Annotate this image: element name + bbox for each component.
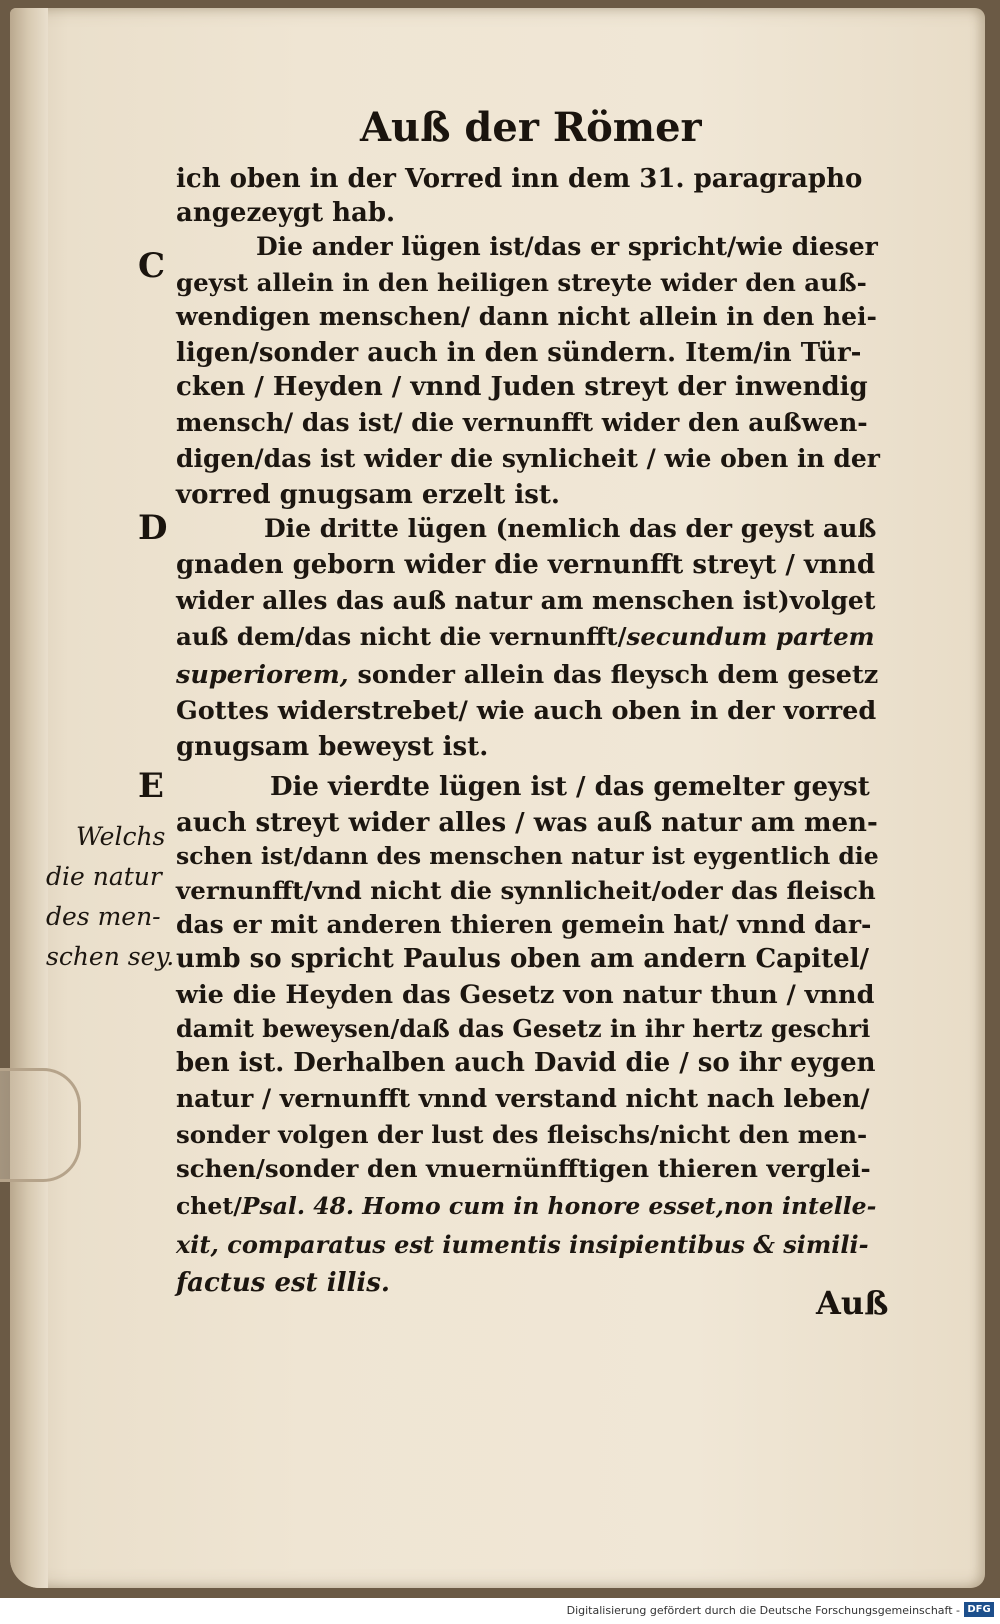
text-line: gnugsam beweyst ist. [176, 732, 489, 762]
text-line: Die vierdte lügen ist / das gemelter geyst [270, 772, 870, 802]
text-line: wendigen menschen/ dann nicht allein in den hei- [176, 302, 877, 331]
section-marker-d: D [138, 508, 168, 548]
text-line: natur / vernunfft vnnd verstand nicht nach leben/ [176, 1084, 870, 1113]
text-line: xit, comparatus est iumentis insipientibus & simili- [176, 1230, 869, 1259]
marginal-note-line: Welchs [76, 822, 166, 851]
text-line: ligen/sonder auch in den sündern. Item/in Tür- [176, 338, 862, 368]
text-line: gnaden geborn wider die vernunfft streyt / vnnd [176, 550, 876, 580]
text-line: schen ist/dann des menschen natur ist eygentlich die [176, 842, 879, 870]
marginal-note-line: die natur [46, 862, 162, 891]
text-line: factus est illis. [176, 1268, 390, 1298]
footer-credit: Digitalisierung gefördert durch die Deutsche Forschungsgemeinschaft - [566, 1604, 960, 1617]
text-line: geyst allein in den heiligen streyte wider den auß- [176, 268, 867, 297]
text-line: wie die Heyden das Gesetz von natur thun / vnnd [176, 980, 875, 1010]
text-line: sonder volgen der lust des fleischs/nicht den men- [176, 1120, 868, 1149]
text-line: das er mit anderen thieren gemein hat/ vnnd dar- [176, 910, 872, 939]
text-line: chet/Psal. 48. Homo cum in honore esset,non intelle- [176, 1192, 877, 1220]
text-line: digen/das ist wider die synlicheit / wie oben in der [176, 444, 880, 473]
section-marker-c: C [138, 246, 166, 286]
text-line: schen/sonder den vnuernünfftigen thieren verglei- [176, 1154, 871, 1183]
text-line: cken / Heyden / vnnd Juden streyt der inwendig [176, 372, 868, 402]
catchword: Auß [816, 1284, 889, 1322]
text-line: vorred gnugsam erzelt ist. [176, 480, 560, 510]
text-line: Die ander lügen ist/das er spricht/wie dieser [256, 232, 878, 261]
text-line: ben ist. Derhalben auch David die / so ihr eygen [176, 1048, 876, 1078]
digitization-footer [0, 1598, 1000, 1624]
section-marker-e: E [138, 766, 164, 806]
text-line: mensch/ das ist/ die vernunfft wider den außwen- [176, 408, 868, 437]
marginal-note-line: des men- [46, 902, 161, 931]
clasp-shadow [0, 1068, 81, 1182]
dfg-logo: DFG [964, 1602, 994, 1617]
text-line: vernunfft/vnd nicht die synnlicheit/oder das fleisch [176, 876, 876, 905]
text-line: Die dritte lügen (nemlich das der geyst auß [264, 514, 877, 543]
text-line: Gottes widerstrebet/ wie auch oben in der vorred [176, 696, 877, 726]
text-line: angezeygt hab. [176, 198, 396, 228]
text-line: auch streyt wider alles / was auß natur am men- [176, 808, 878, 838]
text-line: superiorem, sonder allein das fleysch dem gesetz [176, 660, 879, 690]
text-line: ich oben in der Vorred inn dem 31. paragrapho [176, 164, 863, 194]
text-line: umb so spricht Paulus oben am andern Capitel/ [176, 944, 870, 974]
marginal-note-line: schen sey. [46, 942, 175, 971]
text-line: auß dem/das nicht die vernunfft/secundum partem [176, 622, 875, 651]
page-gutter [10, 8, 48, 1588]
running-head: Auß der Römer [360, 104, 702, 151]
text-line: wider alles das auß natur am menschen ist)volget [176, 586, 876, 615]
text-line: damit beweysen/daß das Gesetz in ihr hertz geschri [176, 1014, 871, 1043]
